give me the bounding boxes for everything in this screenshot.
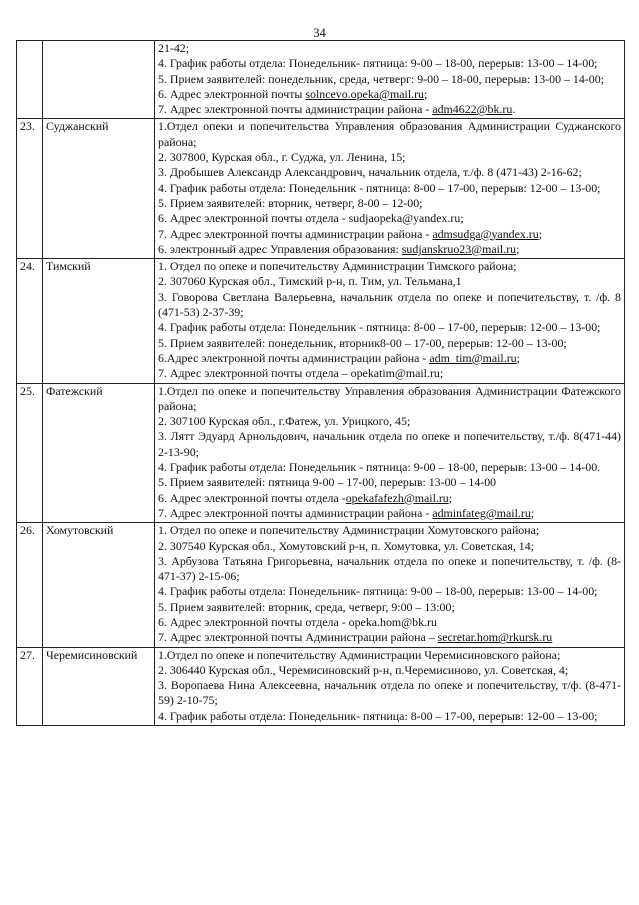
info-line (158, 351, 621, 366)
email-link[interactable]: adm4622@bk.ru (432, 102, 513, 117)
info-text: 1.Отдел по опеке и попечительству Администрации Черемисиновского района; (158, 647, 561, 662)
info-text: 5. Прием заявителей: пятница 9-00 – 17-00, перерыв: 13-00 – 14-00 (158, 475, 497, 490)
info-line (158, 663, 621, 678)
district-name (43, 41, 155, 119)
info-text: 3. Говорова Светлана Валерьевна, начальник отдела по опеке и попечительству, т. /ф. 8 (471-53) 2-37-39; (158, 289, 621, 320)
table-row (17, 119, 625, 259)
department-info (155, 647, 625, 725)
district-name: Фатежский (43, 383, 155, 523)
info-line (158, 102, 621, 117)
page-number: 34 (313, 26, 326, 40)
info-text: 2. 307800, Курская обл., г. Суджа, ул. Ленина, 15; (158, 150, 406, 165)
row-number: 25. (17, 383, 43, 523)
info-text: 7. Адрес электронной почты Администрации района – (158, 630, 438, 645)
info-line (158, 491, 621, 506)
info-line (158, 320, 621, 335)
info-text: 3. Воропаева Нина Алексеевна, начальник отдела по опеке и попечительству, т/ф. (8-471-59) 2-10-75; (158, 678, 621, 708)
info-line (158, 87, 621, 102)
info-line (158, 600, 621, 615)
info-text-suffix: ; (530, 505, 535, 520)
info-line (158, 554, 621, 585)
department-info (155, 41, 625, 119)
info-text: 4. График работы отдела: Понедельник - пятница: 8-00 – 17-00, перерыв: 12-00 – 13-00; (158, 180, 601, 195)
info-text-suffix: ; (424, 86, 428, 101)
table-row (17, 647, 625, 725)
info-line (158, 366, 621, 381)
info-text: 5. Прием заявителей: понедельник, среда, четверг: 9-00 – 18-00, перерыв: 13-00 – 14-00; (158, 71, 604, 86)
info-text: 4. График работы отдела: Понедельник - пятница: 9-00 – 18-00, перерыв: 13-00 – 14-00. (158, 460, 601, 475)
info-text: 6. Адрес электронной почты отдела - opeka.hom@bk.ru (158, 614, 437, 629)
email-link[interactable]: admsudga@yandex.ru (432, 226, 539, 241)
info-text: 7. Адрес электронной почты администрации района - (158, 226, 433, 241)
info-text: 4. График работы отдела: Понедельник- пятница: 9-00 – 18-00, перерыв: 13-00 – 14-00; (158, 56, 598, 71)
table-row (17, 259, 625, 383)
email-link[interactable]: adminfateg@mail.ru (432, 505, 531, 520)
email-link[interactable]: solncevo.opeka@mail.ru (305, 86, 424, 101)
info-text: 3. Дробышев Александр Александрович, начальник отдела, т./ф. 8 (471-43) 2-16-62; (158, 165, 582, 180)
row-number (17, 41, 43, 119)
info-line (158, 336, 621, 351)
department-info (155, 523, 625, 647)
info-text: 2. 306440 Курская обл., Черемисиновский р-н, п.Черемисиново, ул. Советская, 4; (158, 662, 569, 677)
info-text-suffix: . (512, 102, 516, 117)
info-text: 3. Арбузова Татьяна Григорьевна, начальник отдела по опеке и попечительству, т. /ф. (8-471-37) 2-15-06; (158, 553, 621, 584)
info-text: 6. Адрес электронной почты (158, 86, 306, 101)
info-text: 7. Адрес электронной почты отдела – opekatim@mail.ru; (158, 366, 444, 381)
info-text: 3. Лятт Эдуард Арнольдович, начальник отдела по опеке и попечительству, т./ф. 8(471-44) 2-13-90; (158, 429, 621, 459)
department-info (155, 383, 625, 523)
info-text: 7. Адрес электронной почты администрации района - (158, 102, 433, 117)
district-name: Черемисиновский (43, 647, 155, 725)
table-row (17, 383, 625, 523)
email-link[interactable]: adm_tim@mail.ru (429, 350, 517, 365)
info-line (158, 523, 621, 538)
row-number: 24. (17, 259, 43, 383)
info-line (158, 56, 621, 71)
info-line (158, 211, 621, 226)
info-text: 4. График работы отдела: Понедельник - пятница: 8-00 – 17-00, перерыв: 12-00 – 13-00; (158, 320, 601, 335)
info-text: 6. электронный адрес Управления образования: (158, 241, 402, 256)
info-text: 4. График работы отдела: Понедельник- пятница: 9-00 – 18-00, перерыв: 13-00 – 14-00; (158, 584, 598, 599)
info-text: 5. Прием заявителей: понедельник, вторник8-00 – 17-00, перерыв: 12-00 – 13-00; (158, 335, 567, 350)
info-text-suffix: ; (516, 350, 520, 365)
info-line (158, 475, 621, 490)
info-line (158, 709, 621, 724)
info-line (158, 615, 621, 630)
info-line (158, 259, 621, 274)
department-info (155, 259, 625, 383)
info-text: 1.Отдел по опеке и попечительству Управления образования Администрации Фатежского района; (158, 383, 621, 413)
info-line (158, 414, 621, 429)
info-text: 1. Отдел по опеке и попечительству Администрации Тимского района; (158, 259, 517, 274)
info-text-suffix: ; (516, 241, 520, 256)
info-text: 21-42; (158, 41, 190, 55)
info-text: 5. Прием заявителей: вторник, среда, четверг, 9:00 – 13:00; (158, 599, 455, 614)
info-line (158, 539, 621, 554)
table-row (17, 41, 625, 119)
info-text: 4. График работы отдела: Понедельник- пятница: 8-00 – 17-00, перерыв: 12-00 – 13-00; (158, 708, 598, 723)
district-name: Хомутовский (43, 523, 155, 647)
info-line (158, 630, 621, 645)
email-link[interactable]: secretar.hom@rkursk.ru (437, 630, 553, 645)
info-line (158, 678, 621, 709)
table-row (17, 523, 625, 647)
info-text: 6.Адрес электронной почты администрации района - (158, 350, 430, 365)
info-text: 5. Прием заявителей: вторник, четверг, 8-00 – 12-00; (158, 195, 423, 210)
district-name: Суджанский (43, 119, 155, 259)
info-line (158, 181, 621, 196)
info-line (158, 506, 621, 521)
info-text-suffix: ; (538, 226, 543, 241)
info-line (158, 41, 621, 56)
department-info (155, 119, 625, 259)
info-line (158, 460, 621, 475)
info-line (158, 119, 621, 150)
info-line (158, 290, 621, 321)
row-number: 23. (17, 119, 43, 259)
info-line (158, 150, 621, 165)
info-text: 6. Адрес электронной почты отдела - sudjaopeka@yandex.ru; (158, 211, 464, 226)
info-line (158, 165, 621, 180)
info-text: 2. 307100 Курская обл., г.Фатеж, ул. Урицкого, 45; (158, 414, 411, 429)
info-line (158, 72, 621, 87)
info-line (158, 196, 621, 211)
info-text: 2. 307540 Курская обл., Хомутовский р-н, п. Хомутовка, ул. Советская, 14; (158, 538, 534, 553)
guardianship-departments-table (16, 40, 625, 726)
info-line (158, 648, 621, 663)
row-number: 26. (17, 523, 43, 647)
info-line (158, 227, 621, 242)
info-text-suffix: ; (448, 490, 453, 505)
info-text: 1.Отдел опеки и попечительства Управления образования Администрации Суджанского района; (158, 119, 621, 149)
info-text: 6. Адрес электронной почты отдела - (158, 490, 346, 505)
info-text: 7. Адрес электронной почты администрации района - (158, 505, 433, 520)
info-line (158, 274, 621, 289)
district-name: Тимский (43, 259, 155, 383)
table-body (17, 41, 625, 726)
info-line (158, 429, 621, 460)
info-line (158, 242, 621, 257)
info-line (158, 384, 621, 415)
email-link[interactable]: sudjanskruo23@mail.ru (401, 241, 517, 256)
info-text: 1. Отдел по опеке и попечительству Администрации Хомутовского района; (158, 523, 540, 538)
row-number: 27. (17, 647, 43, 725)
info-line (158, 584, 621, 599)
email-link[interactable]: opekafafezh@mail.ru (345, 490, 449, 505)
info-text: 2. 307060 Курская обл., Тимский р-н, п. Тим, ул. Тельмана,1 (158, 274, 462, 289)
